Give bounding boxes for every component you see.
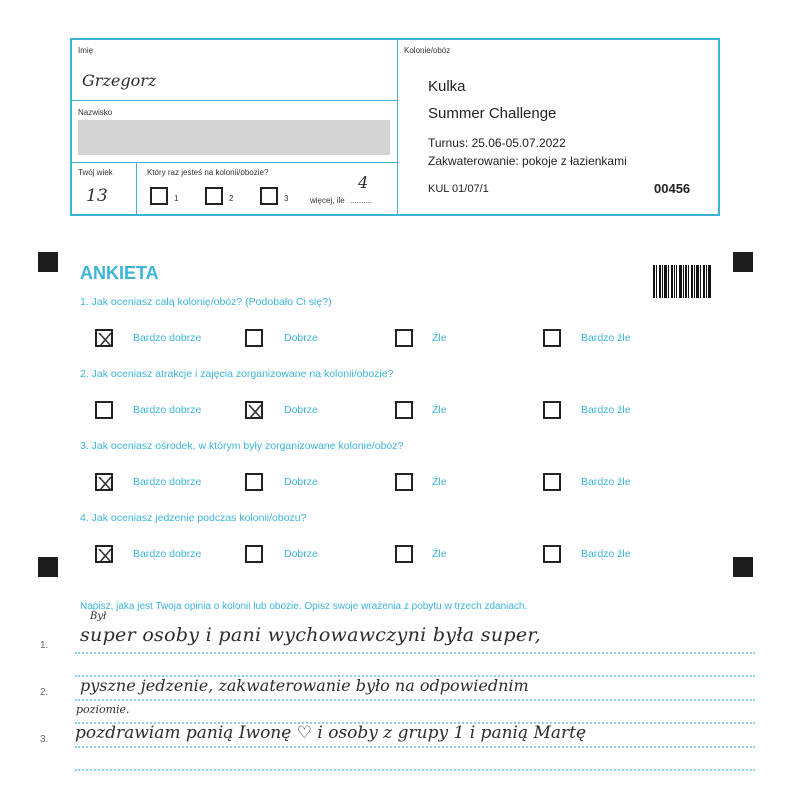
rating-label: Źle [432, 476, 447, 488]
rating-checkbox[interactable] [245, 401, 263, 419]
opinion-line-3[interactable]: pozdrawiam panią Iwonę ♡ i osoby z grupy 1 i panią Martę [75, 723, 587, 743]
rating-label: Bardzo źle [581, 548, 631, 560]
wiek-value[interactable]: 13 [86, 186, 108, 206]
rating-checkbox[interactable] [395, 473, 413, 491]
registration-marker [38, 252, 58, 272]
rating-checkbox[interactable] [395, 545, 413, 563]
checkmark-x-icon [97, 331, 115, 349]
rating-label: Dobrze [284, 332, 318, 344]
rating-checkbox[interactable] [245, 545, 263, 563]
rating-checkbox[interactable] [543, 401, 561, 419]
rating-label: Dobrze [284, 548, 318, 560]
rating-label: Bardzo dobrze [133, 332, 202, 344]
rating-checkbox[interactable] [95, 473, 113, 491]
header-box [70, 38, 720, 216]
wiecej-value[interactable]: 4 [358, 173, 369, 192]
question-text: 3. Jak oceniasz ośrodek, w którym były zorganizowane kolonie/obóz? [80, 440, 404, 452]
rating-checkbox[interactable] [245, 329, 263, 347]
checkmark-x-icon [97, 547, 115, 565]
rating-label: Źle [432, 332, 447, 344]
opinion-line-1[interactable]: super osoby i pani wychowawczyni była super, [80, 624, 541, 646]
rating-label: Dobrze [284, 476, 318, 488]
camp-name: Kulka [428, 78, 466, 95]
rating-checkbox[interactable] [95, 401, 113, 419]
nazwisko-redacted[interactable] [78, 120, 390, 155]
question-text: 1. Jak oceniasz całą kolonię/obóz? (Podobało Ci się?) [80, 296, 332, 308]
rating-label: Źle [432, 548, 447, 560]
form-number: 00456 [654, 181, 691, 196]
checkmark-x-icon [97, 475, 115, 493]
rating-checkbox[interactable] [543, 329, 561, 347]
header-divider-vertical [397, 40, 398, 216]
line-number: 3. [40, 734, 49, 745]
visit-count-checkbox-1[interactable] [150, 187, 168, 205]
wiecej-dots: .......... [350, 196, 373, 205]
line-number: 2. [40, 687, 49, 698]
wiecej-label: więcej, ile [310, 196, 345, 205]
rating-checkbox[interactable] [95, 545, 113, 563]
rating-label: Bardzo źle [581, 404, 631, 416]
rating-label: Bardzo źle [581, 476, 631, 488]
rating-label: Źle [432, 404, 447, 416]
zakwaterowanie: Zakwaterowanie: pokoje z łazienkami [428, 154, 627, 168]
camp-subtitle: Summer Challenge [428, 105, 557, 122]
writing-line[interactable] [75, 699, 755, 701]
question-text: 2. Jak oceniasz atrakcje i zajęcia zorganizowane na kolonii/obozie? [80, 368, 394, 380]
rating-label: Bardzo dobrze [133, 548, 202, 560]
visit-count-label-3: 3 [284, 194, 289, 203]
imie-label: Imię [78, 46, 94, 55]
barcode-icon [653, 265, 711, 298]
imie-value[interactable]: Grzegorz [82, 71, 157, 90]
writing-line[interactable] [75, 746, 755, 748]
registration-marker [733, 557, 753, 577]
turnus: Turnus: 25.06-05.07.2022 [428, 136, 566, 150]
rating-label: Bardzo źle [581, 332, 631, 344]
nazwisko-label: Nazwisko [78, 108, 113, 117]
opinion-line-2b[interactable]: poziomie. [76, 703, 130, 716]
wiek-label: Twój wiek [78, 168, 113, 177]
opinion-prompt: Napisz, jaka jest Twoja opinia o kolonii lub obozie. Opisz swoje wrażenia z pobytu w trzech zdaniach. [80, 601, 528, 612]
header-divider-age-vertical [136, 162, 137, 216]
line-number: 1. [40, 640, 49, 651]
visit-count-label-1: 1 [174, 194, 179, 203]
registration-marker [733, 252, 753, 272]
rating-checkbox[interactable] [245, 473, 263, 491]
header-divider-age [72, 162, 397, 163]
kolonia-label: Kolonie/obóz [404, 46, 451, 55]
checkmark-x-icon [247, 403, 265, 421]
rating-label: Dobrze [284, 404, 318, 416]
header-divider-name [72, 100, 397, 101]
ktory-raz-label: Który raz jesteś na kolonii/obozie? [147, 168, 269, 177]
camp-code: KUL 01/07/1 [428, 183, 489, 195]
rating-checkbox[interactable] [395, 329, 413, 347]
question-text: 4. Jak oceniasz jedzenie podczas kolonii/obozu? [80, 512, 307, 524]
writing-line[interactable] [75, 652, 755, 654]
registration-marker [38, 557, 58, 577]
visit-count-checkbox-2[interactable] [205, 187, 223, 205]
opinion-insert: Był [90, 611, 107, 622]
rating-checkbox[interactable] [543, 545, 561, 563]
writing-line[interactable] [75, 769, 755, 771]
visit-count-checkbox-3[interactable] [260, 187, 278, 205]
rating-checkbox[interactable] [543, 473, 561, 491]
rating-label: Bardzo dobrze [133, 404, 202, 416]
rating-checkbox[interactable] [95, 329, 113, 347]
visit-count-label-2: 2 [229, 194, 234, 203]
survey-title: ANKIETA [80, 263, 159, 283]
rating-checkbox[interactable] [395, 401, 413, 419]
rating-label: Bardzo dobrze [133, 476, 202, 488]
opinion-line-2[interactable]: pyszne jedzenie, zakwaterowanie było na odpowiednim [80, 676, 529, 695]
